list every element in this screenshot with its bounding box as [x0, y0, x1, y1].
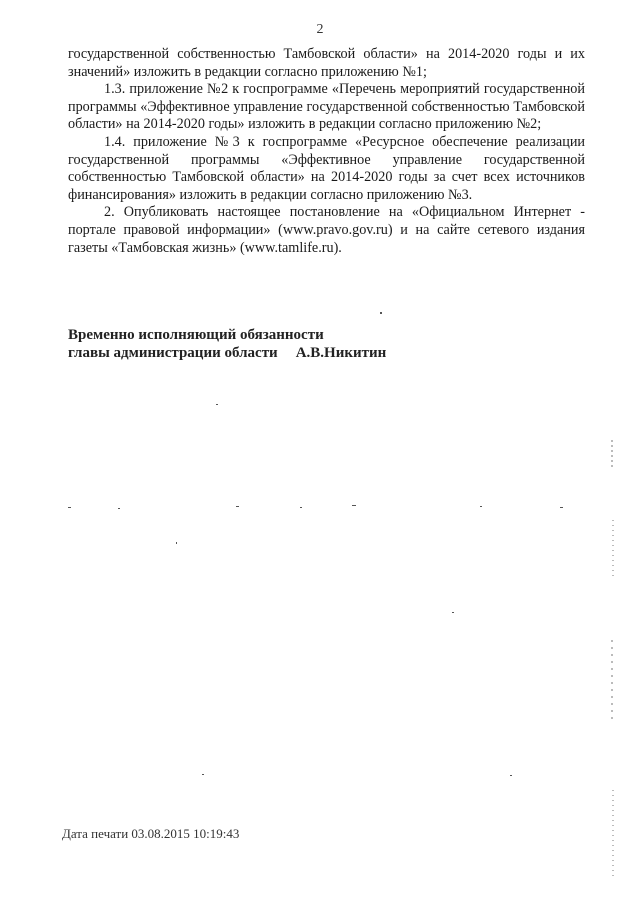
paragraph-item-2: 2. Опубликовать настоящее постановление на «Официальном Интернет - портале правовой информации» (www.pravo.gov.ru) и на сайте сетевого издания газеты «Тамбовская жизнь» (www.tamlife.ru). — [68, 204, 585, 256]
page-number: 2 — [316, 22, 324, 37]
signature-title-line1: Временно исполняющий обязанности — [68, 327, 324, 343]
signature-block — [68, 326, 468, 362]
print-date: Дата печати 03.08.2015 10:19:43 — [62, 826, 240, 841]
paragraph-continuation: государственной собственностью Тамбовской области» на 2014-2020 годы и их значений» изложить в редакции согласно приложению №1; — [68, 46, 585, 80]
paragraph-item-1-4: 1.4. приложение №3 к госпрограмме «Ресурсное обеспечение реализации государственной программы «Эффективное управление государственной собственностью Тамбовской области» на 2014-2020 годы за счет всех источников финансирования» изложить в редакции согласно приложению №3. — [68, 133, 585, 203]
signatory-name: А.В.Никитин — [295, 345, 387, 361]
signature-title-line2 — [68, 344, 468, 362]
paragraph-item-1-3: 1.3. приложение №2 к госпрограмме «Перечень мероприятий государственной программы «Эффективное управление государственной собственностью Тамбовской области» на 2014-2020 годы» изложить в редакции согласно приложению №2; — [68, 81, 585, 133]
document-body — [68, 46, 585, 257]
signature-position: главы администрации области — [68, 345, 278, 361]
